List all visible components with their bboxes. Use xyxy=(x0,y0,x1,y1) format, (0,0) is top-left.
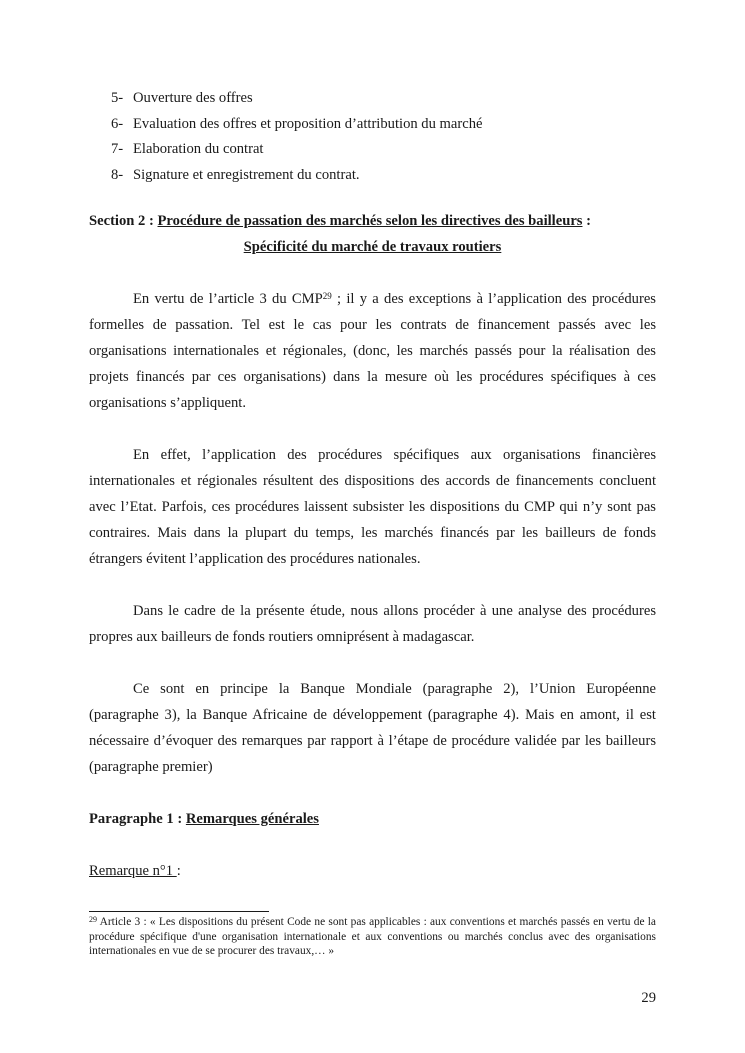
document-page xyxy=(89,86,656,884)
remark-label: Remarque n°1 xyxy=(89,863,177,880)
section-suffix: : xyxy=(582,213,591,230)
list-item-text: Evaluation des offres et proposition d’attribution du marché xyxy=(133,115,483,132)
list-item-number: 5- xyxy=(111,90,124,106)
list-item-number: 7- xyxy=(111,141,124,158)
list-item-text: Ouverture des offres xyxy=(133,90,253,106)
footnote-number: 29 xyxy=(89,915,97,924)
list-item xyxy=(89,163,656,189)
footnote-reference: 29 xyxy=(322,291,332,302)
paragraph-heading-title: Remarques générales xyxy=(185,811,319,828)
paragraph-heading-prefix: Paragraphe 1 : xyxy=(89,811,186,828)
list-item xyxy=(89,137,656,163)
paragraph-1 xyxy=(89,286,656,416)
list-item-text: Elaboration du contrat xyxy=(133,141,264,158)
section-heading xyxy=(89,208,656,234)
list-item-number: 6- xyxy=(111,115,124,132)
footnote xyxy=(89,915,656,959)
paragraph-1-text: En vertu de l’article 3 du CMP xyxy=(133,291,323,308)
numbered-list xyxy=(89,86,656,188)
list-item xyxy=(89,112,656,138)
list-item xyxy=(89,86,656,112)
remark-heading xyxy=(89,858,656,884)
footnote-text: Article 3 : « Les dispositions du présent Code ne sont pas applicables : aux conventions et marchés passés en vertu de la procédure spécifique d'une organisation internationale et aux conventions ou marchés conclus avec des organisations internationales en vue de se procurer des travaux,… » xyxy=(89,916,656,958)
paragraph-3: Dans le cadre de la présente étude, nous allons procéder à une analyse des procédures propres aux bailleurs de fonds routiers omniprésent à madagascar. xyxy=(89,603,656,646)
list-item-number: 8- xyxy=(111,166,124,183)
section-prefix: Section 2 : xyxy=(89,213,158,230)
remark-suffix: : xyxy=(176,863,181,880)
paragraph-1-continuation: ; il y a des exceptions à l’application des procédures formelles de passation. Tel est le cas pour les contrats de financement passés avec les organisations internationales et régionales, (donc, les marchés passés pour la réalisation des projets financés par ces organisations) dans la mesure où les procédures spécifiques à ces organisations s’appliquent. xyxy=(89,291,656,412)
paragraph-heading xyxy=(89,806,656,832)
paragraph-4: Ce sont en principe la Banque Mondiale (paragraphe 2), l’Union Européenne (paragraphe 3), la Banque Africaine de développement (paragraphe 4). Mais en amont, il est nécessaire d’évoquer des remarques par rapport à l’étape de procédure validée par les bailleurs (paragraphe premier) xyxy=(89,681,656,776)
paragraph-2: En effet, l’application des procédures spécifiques aux organisations financières internationales et régionales résultent des dispositions des accords de financements concluent avec l’Etat. Parfois, ces procédures laissent subsister les dispositions du CMP qui n’y sont pas contraires. Mais dans la plupart du temps, les marchés financés par les bailleurs de fonds étrangers évitent l’application des procédures nationales. xyxy=(89,447,656,568)
section-title: Procédure de passation des marchés selon les directives des bailleurs xyxy=(157,213,583,230)
section-subtitle: Spécificité du marché de travaux routiers xyxy=(243,239,502,256)
list-item-text: Signature et enregistrement du contrat. xyxy=(133,166,360,183)
page-number: 29 xyxy=(641,990,656,1006)
footnote-separator xyxy=(89,911,269,912)
section-subtitle-line xyxy=(89,234,656,260)
